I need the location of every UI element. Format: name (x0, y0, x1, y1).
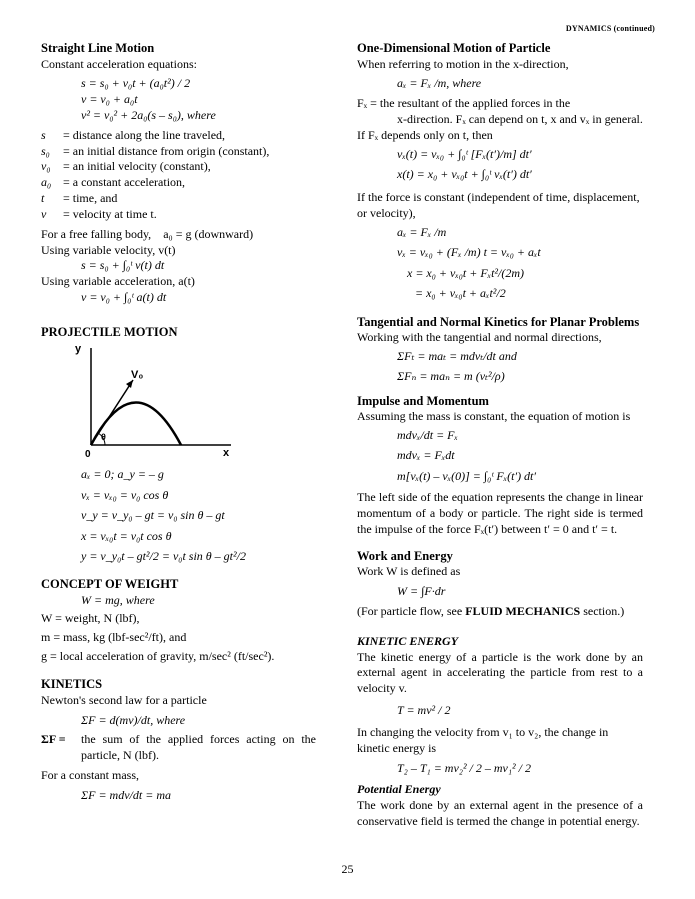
definition-symbol: v₀ (41, 159, 51, 174)
weight-def-2: m = mass, kg (lbf-sec²/ft), and (41, 629, 187, 644)
definition-symbol: v (41, 206, 47, 221)
fluid-note-post: section.) (580, 603, 625, 618)
velocity-label: V₀ (131, 369, 144, 382)
constant-force-text: If the force is constant (independent of time, displacement, or velocity), (357, 190, 640, 221)
impulse-eq-2: mdvₓ = Fₓdt (397, 448, 455, 463)
free-fall-text: For a free falling body, (41, 226, 152, 241)
definition-row (41, 128, 316, 144)
one-dim-title: One-Dimensional Motion of Particle (357, 41, 551, 55)
newton-eq: ΣF = d(mv)/dt, where (81, 712, 186, 727)
sum-force-definition (41, 732, 316, 764)
sum-force-text: the sum of the applied forces acting on the particle, N (lbf). (81, 732, 316, 763)
work-title: Work and Energy (357, 548, 453, 563)
one-dim-intro: When referring to motion in the x-direction, (357, 56, 569, 71)
one-dim-def-1: Fₓ = the resultant of the applied forces in the (357, 96, 571, 111)
definition-text: = velocity at time t. (63, 206, 157, 221)
impulse-title: Impulse and Momentum (357, 393, 489, 408)
straight-line-intro: Constant acceleration equations: (41, 56, 197, 71)
constant-force-eq-1: aₓ = Fₓ /m (397, 225, 447, 240)
weight-def-3: g = local acceleration of gravity, m/sec² (ft/sec²). (41, 649, 275, 664)
definition-text: = an initial distance from origin (constant), (63, 143, 270, 158)
fluid-note-bold: FLUID MECHANICS (465, 603, 581, 618)
origin-label: 0 (85, 449, 91, 459)
impulse-eq-1: mdvₓ/dt = Fₓ (397, 428, 458, 443)
definition-row (41, 191, 316, 207)
free-fall-eq: a₀ = g (downward) (163, 226, 254, 241)
left-column (41, 40, 316, 804)
velocity-vector (91, 380, 133, 445)
definition-row (41, 159, 316, 175)
definition-text: = a constant acceleration, (63, 175, 186, 190)
one-dim-if-text: If Fₓ depends only on t, then (357, 127, 493, 142)
velocity-integral-eq: vₓ(t) = vₓ₀ + ∫₀ᵗ [Fₓ(t′)/m] dt′ (397, 146, 532, 161)
tangential-title: Tangential and Normal Kinetics for Planar Problems (357, 314, 640, 329)
page-number: 25 (341, 862, 354, 876)
potential-energy-text: The work done by an external agent in the presence of a conservative field is termed the change in potential energy. (357, 798, 643, 828)
impulse-intro: Assuming the mass is constant, the equation of motion is (357, 409, 631, 424)
potential-energy-title: Potential Energy (357, 782, 441, 797)
projectile-diagram (71, 340, 271, 458)
projectile-eq-3: v_y = v_y₀ – gt = v₀ sin θ – gt (81, 508, 225, 523)
variable-velocity-text: Using variable velocity, v(t) (41, 242, 176, 257)
position-integral-eq: x(t) = x₀ + vₓ₀t + ∫₀ᵗ vₓ(t′) dt′ (397, 167, 532, 182)
kinetic-energy-change-eq: T₂ – T₁ = mv₂² / 2 – mv₁² / 2 (397, 760, 531, 775)
sum-force-symbol: ΣF = (41, 732, 66, 747)
kinetics-intro: Newton's second law for a particle (41, 692, 207, 707)
constant-mass-text: For a constant mass, (41, 768, 139, 783)
one-dim-eq-1: aₓ = Fₓ /m, where (397, 76, 482, 91)
right-column (357, 40, 643, 830)
const-accel-eq-3: v² = v₀² + 2a₀(s – s₀), where (81, 107, 216, 122)
straight-line-title: Straight Line Motion (41, 41, 155, 55)
impulse-text: The left side of the equation represents the change in linear momentum of a body or particle. The right side is termed the impulse of the force Fₓ(t′) between t′ = 0 and t′ = t. (357, 490, 643, 536)
kinetic-energy-text: The kinetic energy of a particle is the work done by an external agent in accelerating the particle from rest to a velocity v. (357, 649, 643, 696)
kinetic-energy-title: KINETIC ENERGY (357, 633, 459, 648)
running-header: DYNAMICS (continued) (565, 24, 655, 33)
const-accel-eq-2: v = v₀ + a₀t (81, 92, 138, 107)
definition-text: = an initial velocity (constant), (63, 159, 211, 174)
definition-row (41, 207, 316, 223)
variable-accel-eq: v = v₀ + ∫₀ᵗ a(t) dt (81, 290, 167, 305)
velocity-arrowhead (126, 380, 133, 388)
weight-eq: W = mg, where (81, 592, 155, 607)
weight-def-1: W = weight, N (lbf), (41, 610, 140, 625)
constant-force-eq-2: vₓ = vₓ₀ + (Fₓ /m) t = vₓ₀ + aₓt (397, 245, 541, 260)
tangential-eq-1: ΣFₜ = maₜ = mdvₜ/dt and (397, 348, 517, 363)
one-dim-def-2: x-direction. Fₓ can depend on t, x and vₓ in general. (397, 111, 643, 126)
projectile-eq-1: aₓ = 0; a_y = – g (81, 467, 164, 482)
constant-mass-eq: ΣF = mdv/dt = ma (81, 787, 171, 802)
impulse-eq-3: m[vₓ(t) – vₓ(0)] = ∫₀ᵗ Fₓ(t′) dt′ (397, 468, 537, 483)
weight-title: CONCEPT OF WEIGHT (41, 577, 179, 592)
kinetic-energy-eq: T = mv² / 2 (397, 703, 451, 718)
projectile-eq-5: y = v_y₀t – gt²/2 = v₀t sin θ – gt²/2 (81, 548, 246, 563)
free-fall-line (41, 227, 316, 243)
y-axis-label: y (75, 343, 82, 356)
work-intro: Work W is defined as (357, 564, 461, 579)
definition-row (41, 144, 316, 160)
definition-text: = distance along the line traveled, (63, 127, 226, 142)
tangential-eq-2: ΣFₙ = maₙ = m (vₜ²/ρ) (397, 369, 505, 384)
constant-force-eq-3: x = x₀ + vₓ₀t + Fₓt²/(2m) (407, 265, 525, 280)
projectile-title: PROJECTILE MOTION (41, 324, 178, 339)
definition-symbol: t (41, 191, 45, 206)
variable-velocity-eq: s = s₀ + ∫₀ᵗ v(t) dt (81, 258, 165, 273)
constant-force-eq-4: = x₀ + vₓ₀t + aₓt²/2 (415, 286, 506, 301)
projectile-eq-4: x = vₓ₀t = v₀t cos θ (81, 528, 172, 543)
theta-label: θ (101, 432, 106, 443)
fluid-note-pre: (For particle flow, see (357, 603, 466, 618)
definition-symbol: s (41, 127, 46, 142)
definition-symbol: a₀ (41, 175, 52, 190)
kinetics-title: KINETICS (41, 677, 103, 692)
definition-text: = time, and (63, 191, 118, 206)
work-eq: W = ∫F·dr (397, 584, 446, 599)
tangential-intro: Working with the tangential and normal directions, (357, 330, 602, 345)
variable-accel-text: Using variable acceleration, a(t) (41, 274, 195, 289)
projectile-eq-2: vₓ = vₓ₀ = v₀ cos θ (81, 487, 169, 502)
x-axis-label: x (223, 447, 230, 459)
const-accel-eq-1: s = s₀ + v₀t + (a₀t²) / 2 (81, 76, 191, 91)
fluid-note (357, 604, 643, 620)
definition-row (41, 175, 316, 191)
definition-symbol: s₀ (41, 143, 50, 158)
kinetic-energy-change-text: In changing the velocity from v₁ to v₂, the change in kinetic energy is (357, 724, 609, 755)
